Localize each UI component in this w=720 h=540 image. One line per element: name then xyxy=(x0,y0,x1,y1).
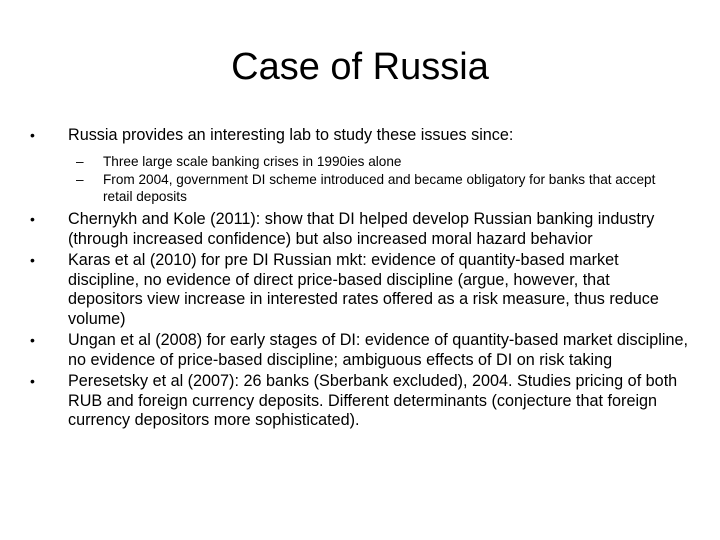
bullet-marker: • xyxy=(30,127,35,143)
bullet-item xyxy=(28,331,688,370)
slide-content xyxy=(28,126,688,433)
bullet-text: Russia provides an interesting lab to study these issues since: xyxy=(68,126,514,144)
sub-bullet-marker: – xyxy=(76,172,84,187)
bullet-text: Chernykh and Kole (2011): show that DI helped develop Russian banking industry (through increased confidence) but also increased moral hazard behavior xyxy=(68,210,655,248)
bullet-item xyxy=(28,126,688,146)
sub-bullet-text: From 2004, government DI scheme introduced and became obligatory for banks that accept retail deposits xyxy=(103,172,656,204)
sub-bullet-text: Three large scale banking crises in 1990ies alone xyxy=(103,153,402,169)
bullet-item xyxy=(28,251,688,329)
slide-title: Case of Russia xyxy=(231,46,489,88)
bullet-marker: • xyxy=(30,373,35,389)
sub-bullet-item xyxy=(76,172,688,205)
bullet-item xyxy=(28,210,688,249)
bullet-text: Peresetsky et al (2007): 26 banks (Sberbank excluded), 2004. Studies pricing of both RUB and foreign currency deposits. Different determinants (conjecture that foreign currency depositors more sophisticated). xyxy=(68,372,678,429)
bullet-text: Karas et al (2010) for pre DI Russian mkt: evidence of quantity-based market discipline, no evidence of direct price-based discipline (argue, however, that depositors view increase in interested rates offered as a risk measure, thus reduce volume) xyxy=(68,251,659,328)
sub-bullet-list xyxy=(28,154,688,206)
bullet-marker: • xyxy=(30,332,35,348)
bullet-marker: • xyxy=(30,252,35,268)
sub-bullet-marker: – xyxy=(76,153,84,169)
bullet-item xyxy=(28,372,688,431)
bullet-text: Ungan et al (2008) for early stages of DI: evidence of quantity-based market discipline, no evidence of price-based discipline; ambiguous effects of DI on risk taking xyxy=(68,331,688,369)
sub-bullet-item xyxy=(76,154,688,171)
bullet-marker: • xyxy=(30,211,35,227)
